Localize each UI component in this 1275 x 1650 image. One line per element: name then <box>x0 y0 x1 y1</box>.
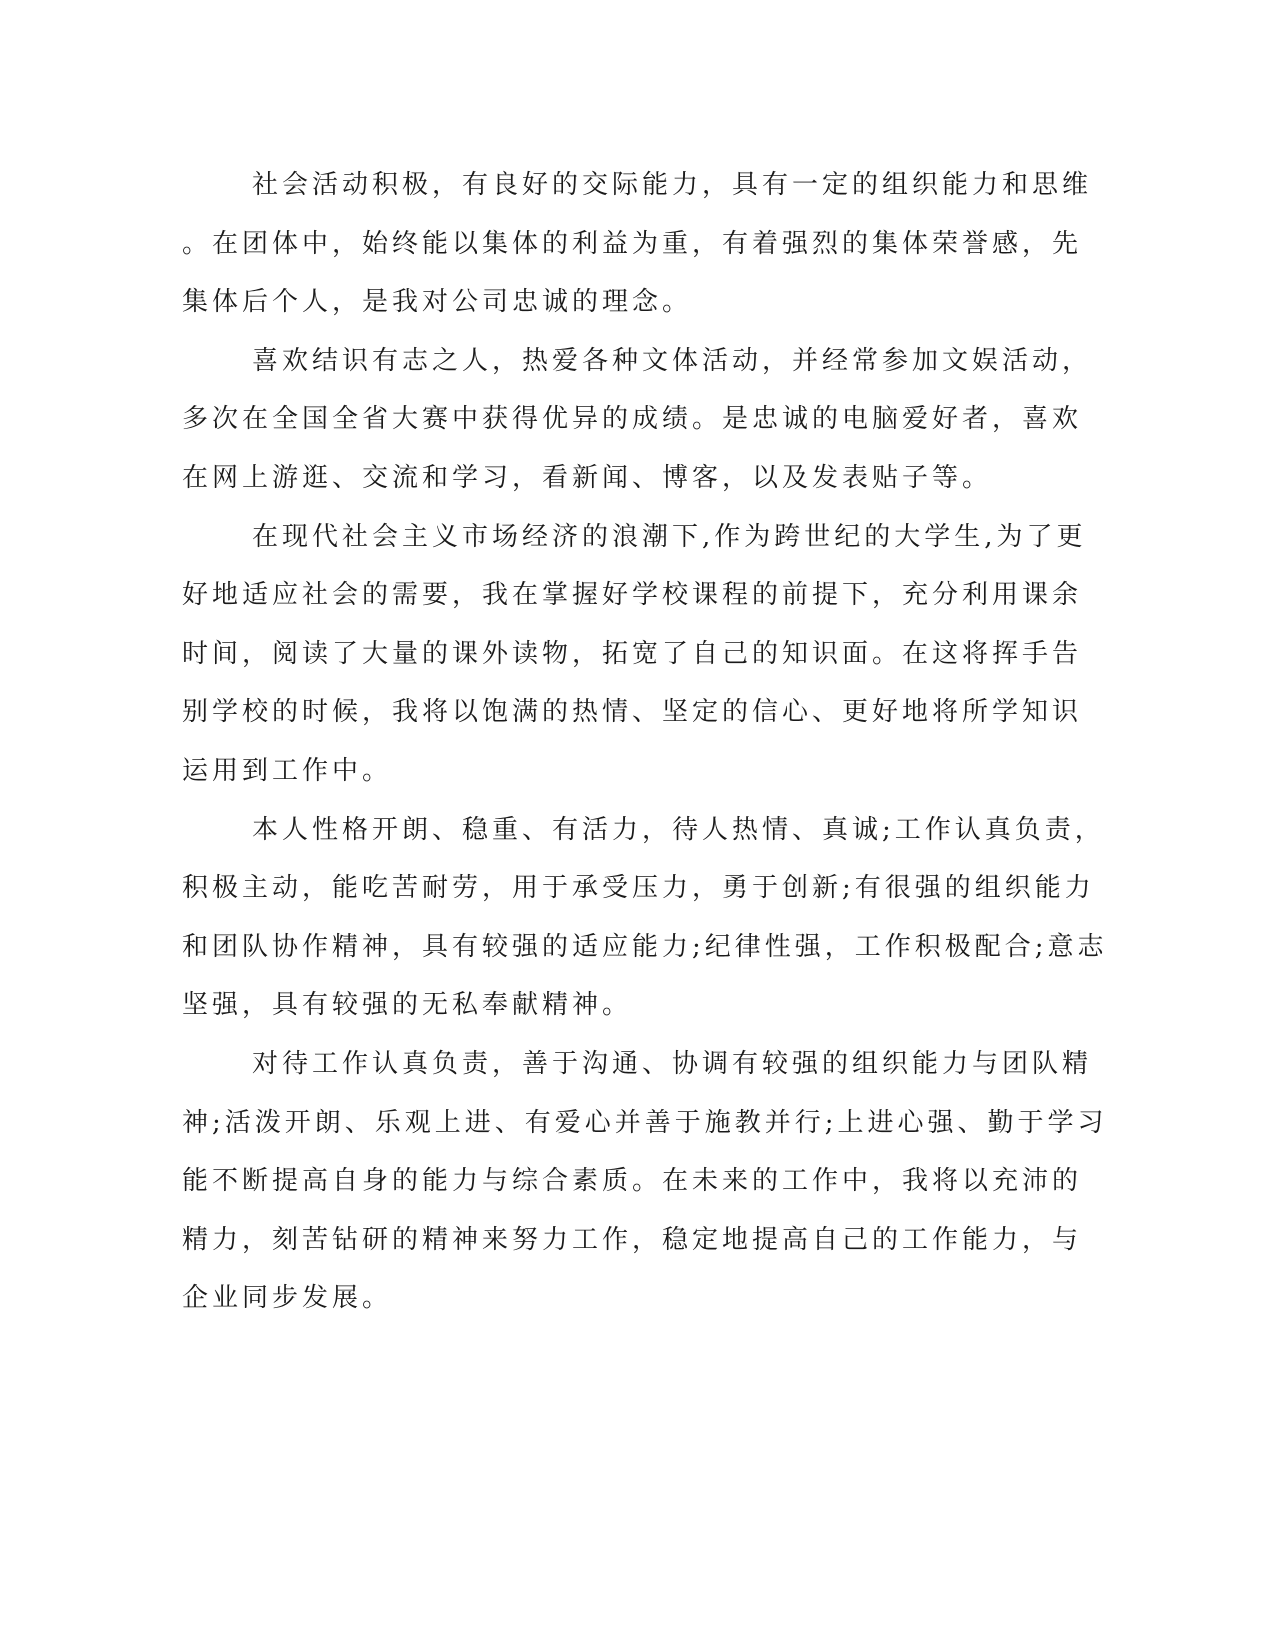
paragraph-line: 神;活泼开朗、乐观上进、有爱心并善于施教并行;上进心强、勤于学习 <box>182 1107 1108 1138</box>
paragraph-line: 能不断提高自身的能力与综合素质。在未来的工作中，我将以充沛的 <box>182 1166 1083 1197</box>
paragraph-line: 。在团体中，始终能以集体的利益为重，有着强烈的集体荣誉感，先 <box>182 228 1083 259</box>
paragraph-line: 对待工作认真负责，善于沟通、协调有较强的组织能力与团队精 <box>252 1048 1093 1079</box>
document-body <box>182 156 1108 1328</box>
paragraph-3 <box>182 508 1087 801</box>
paragraph-line: 别学校的时候，我将以饱满的热情、坚定的信心、更好地将所学知识 <box>182 697 1083 728</box>
paragraph-line: 坚强，具有较强的无私奉献精神。 <box>182 990 633 1021</box>
paragraph-1 <box>182 156 1093 332</box>
paragraph-line: 社会活动积极，有良好的交际能力，具有一定的组织能力和思维 <box>252 170 1093 200</box>
paragraph-line: 在网上游逛、交流和学习，看新闻、博客，以及发表贴子等。 <box>182 462 993 493</box>
paragraph-line: 时间，阅读了大量的课外读物，拓宽了自己的知识面。在这将挥手告 <box>182 638 1083 669</box>
paragraph-line: 好地适应社会的需要，我在掌握好学校课程的前提下，充分利用课余 <box>182 580 1083 611</box>
paragraph-line: 和团队协作精神，具有较强的适应能力;纪律性强，工作积极配合;意志 <box>182 931 1108 962</box>
paragraph-4 <box>182 801 1108 1035</box>
paragraph-2 <box>182 332 1093 508</box>
paragraph-line: 积极主动，能吃苦耐劳，用于承受压力，勇于创新;有很强的组织能力 <box>182 873 1095 904</box>
paragraph-line: 集体后个人，是我对公司忠诚的理念。 <box>182 287 693 318</box>
paragraph-line: 多次在全国全省大赛中获得优异的成绩。是忠诚的电脑爱好者，喜欢 <box>182 404 1083 435</box>
paragraph-line: 精力，刻苦钻研的精神来努力工作，稳定地提高自己的工作能力，与 <box>182 1224 1083 1255</box>
paragraph-line: 喜欢结识有志之人，热爱各种文体活动，并经常参加文娱活动， <box>252 345 1093 376</box>
paragraph-line: 企业同步发展。 <box>182 1283 393 1314</box>
paragraph-5 <box>182 1035 1108 1328</box>
paragraph-line: 本人性格开朗、稳重、有活力，待人热情、真诚;工作认真负责， <box>252 814 1105 845</box>
paragraph-line: 运用到工作中。 <box>182 755 393 786</box>
paragraph-line: 在现代社会主义市场经济的浪潮下,作为跨世纪的大学生,为了更 <box>252 521 1087 552</box>
